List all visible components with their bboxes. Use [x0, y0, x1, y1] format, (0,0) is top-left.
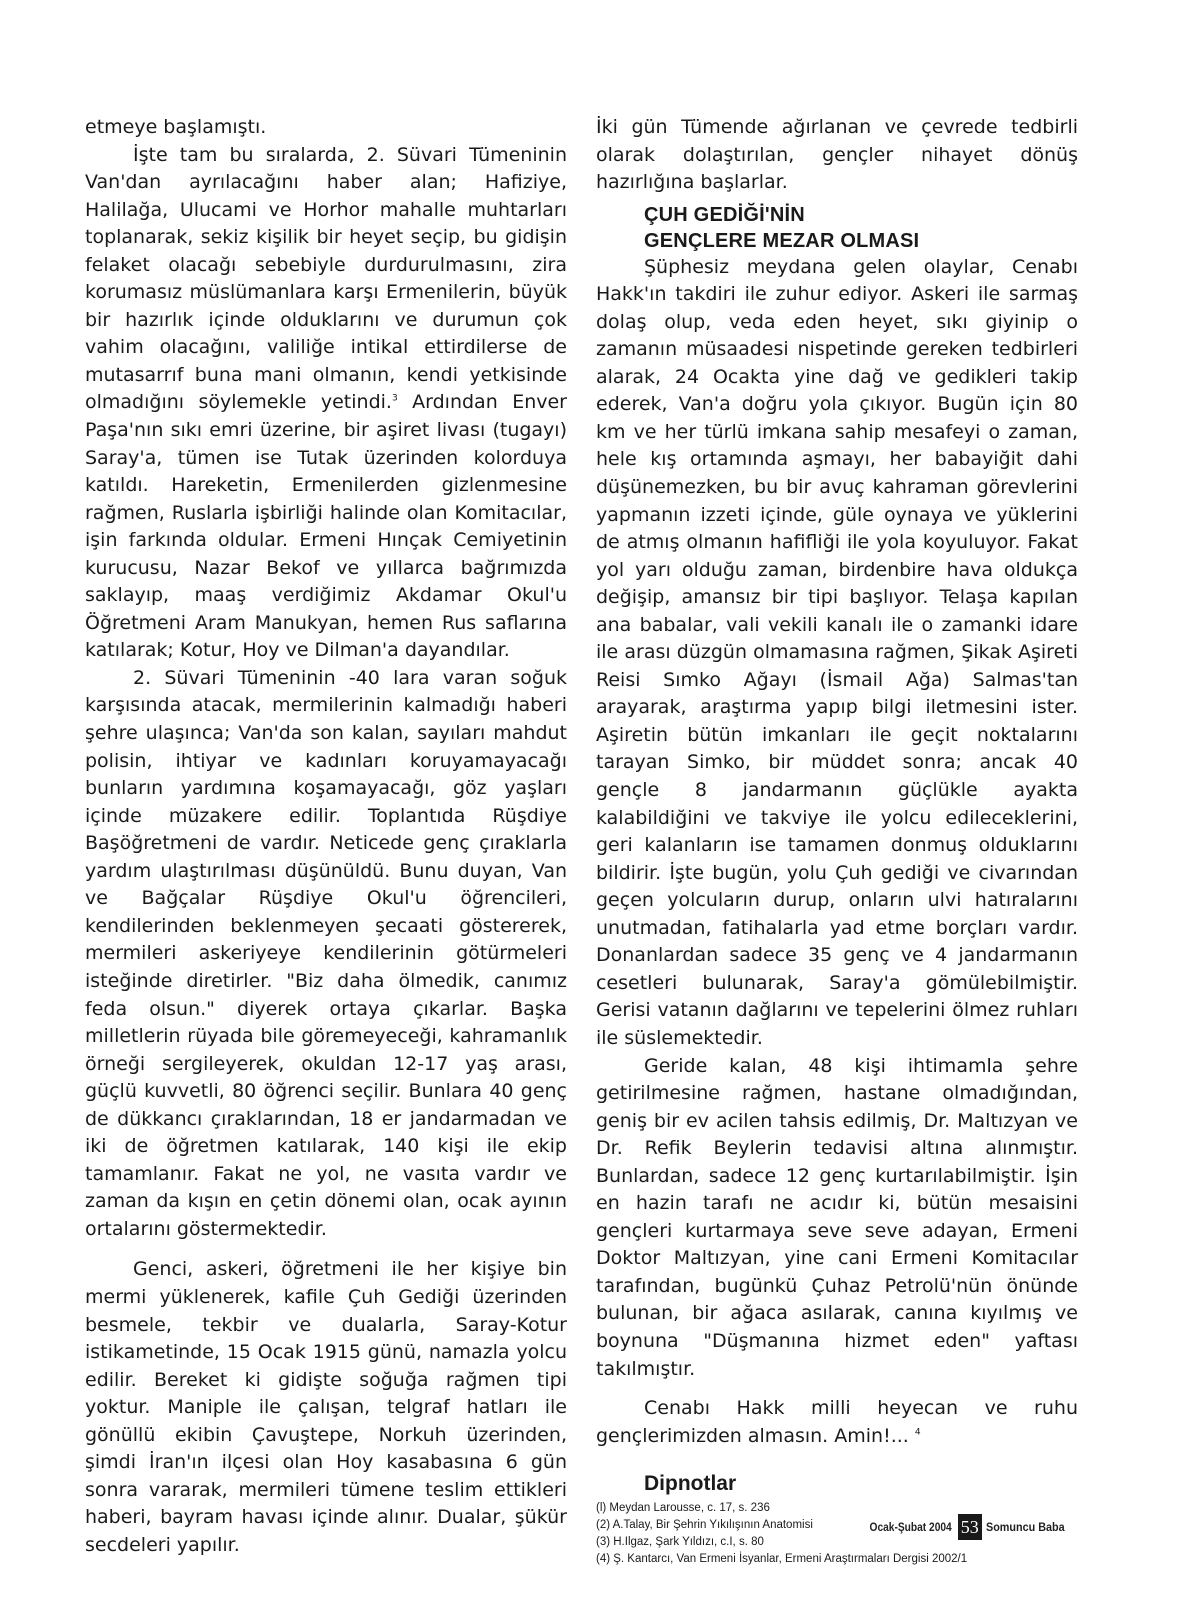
paragraph-text: Ardından Enver Paşa'nın sıkı emri üzerine, bir aşiret livası (tugayı) Saray'a, tümen ise Tutak üzerinden kolorduya katıldı. Hareketin, Ermenilerden gizlenmesine rağmen, Ruslarla işbirliği halinde olan Komitacılar, işin farkında oldular. Ermeni Hınçak Cemiyetinin kurucusu, Nazar Bekof ve yıllarca bağrımızda saklayıp, maaş verdiğimiz Akdamar Okul'u Öğretmeni Aram Manukyan, hemen Rus saflarına katılarak; Kotur, Hoy ve Dilman'a dayandılar. [85, 391, 567, 662]
paragraph: İki gün Tümende ağırlanan ve çevrede tedbirli olarak dolaştırılan, gençler nihayet dönüş hazırlığına başlarlar. [596, 116, 1078, 194]
footnote-item: (3) H.Ilgaz, Şark Yıldızı, c.I, s. 80 [596, 1536, 764, 1549]
paragraph: etmeye başlamıştı. [85, 116, 267, 138]
paragraph: Şüphesiz meydana gelen olaylar, Cenabı Hakk'ın takdiri ile zuhur ediyor. Askeri ile sarmaş dolaş olup, veda eden heyet, sıkı giyinip o zamanın müsaadesi nispetinde gereken tedbirleri alarak, 24 Ocakta yine dağ ve gedikleri takip ederek, Van'a doğru yola çıkıyor. Bugün için 80 km ve her türlü imkana sahip mesafeyi o zaman, hele kış ortamında aşmayı, her babayiğit dahi düşünemezken, bu bir avuç kahraman görevlerini yapmanın izzeti içinde, güle oynaya ve yüklerini de atmış olmanın hafifliği ile yola koyuluyor. Fakat yol yarı olduğu zaman, birdenbire hava oldukça değişip, amansız bir tipi başlıyor. Telaşa kapılan ana babalar, vali vekili kanalı ile o zamanki idare ile arası düzgün olmamasına rağmen, Şikak Aşireti Reisi Sımko Ağayı (İsmail Ağa) Salmas'tan arayarak, araştırma yapıp bilgi iletmesini ister. Aşiretin bütün imkanları ile geçit noktalarını tarayan Simko, bir müddet sonra; ancak 40 gençle 8 jandarmanın güçlükle ayakta kalabildiğini ve takviye ile yolcu edileceklerini, geri kalanların ise tamamen donmuş olduklarını bildirir. İşte bugün, yolu Çuh gediği ve civarından geçen yolcuların durup, onların ulvi hatıralarını unutmadan, fatihalarla yad etme borçları vardır. Donanlardan sadece 35 genç ve 4 jandarmanın cesetleri bulunarak, Saray'a gömülebilmiştir. Gerisi vatanın dağlarını ve tepelerini ölmez ruhları ile süslemektedir. [596, 255, 1078, 1049]
section-heading-line: GENÇLERE MEZAR OLMASI [644, 229, 920, 252]
issue-date: Ocak-Şubat 2004 [869, 1520, 952, 1534]
left-column [85, 114, 567, 1559]
section-heading [644, 202, 1078, 254]
paragraph: Geride kalan, 48 kişi ihtimamla şehre getirilmesine rağmen, hastane olmadığından, geniş bir ev acilen tahsis edilmiş, Dr. Maltızyan ve Dr. Refik Beylerin tedavisi altına alınmıştır. Bunlardan, sadece 12 genç kurtarılabilmiştir. İşin en hazin tarafı ne acıdır ki, bütün mesaisini gençleri kurtarmaya seve seve adayan, Ermeni Doktor Maltızyan, yine cani Ermeni Komitacılar tarafından, bugünkü Çuhaz Petrolü'nün önünde bulunan, bir ağaca asılarak, canına kıyılmış ve boynuna "Düşmanına hizmet eden" yaftası takılmıştır. [596, 1054, 1078, 1380]
footnote-item: (l) Meydan Larousse, c. 17, s. 236 [596, 1502, 770, 1515]
right-column [596, 114, 1078, 1568]
page-footer [855, 1513, 1073, 1541]
paragraph [596, 1395, 1078, 1450]
paragraph: Genci, askeri, öğretmeni ile her kişiye bin mermi yüklenerek, kafile Çuh Gediği üzerinden besmele, tekbir ve dualarla, Saray-Kotur istikametinde, 15 Ocak 1915 günü, namazla yolcu edilir. Bereket ki gidişte soğuğa rağmen tipi yoktur. Maniple ile çalışan, telgraf hatları ile gönüllü ekibin Çavuştepe, Norkuh üzerinden, şimdi İran'ın ilçesi olan Hoy kasabasına 6 gün sonra vararak, mermileri tümene teslim ettikleri haberi, bayram havası içinde alınır. Dualar, şükür secdeleri yapılır. [85, 1258, 567, 1556]
section-heading-line: ÇUH GEDİĞİ'NİN [644, 203, 805, 226]
page-number: 53 [958, 1514, 982, 1540]
magazine-name: Somuncu Baba [985, 1520, 1065, 1534]
footnote-ref[interactable]: 4 [914, 1427, 921, 1438]
footnote-item: (2) A.Talay, Bir Şehrin Yıkılışının Anatomisi [596, 1519, 813, 1532]
footnote-item: (4) Ş. Kantarcı, Van Ermeni İsyanlar, Ermeni Araştırmaları Dergisi 2002/1 [596, 1553, 968, 1566]
paragraph [85, 142, 567, 665]
paragraph-text: İşte tam bu sıralarda, 2. Süvari Tümeninin Van'dan ayrılacağını haber alan; Hafiziye, Halilağa, Ulucami ve Horhor mahalle muhtarları toplanarak, sekiz kişilik bir heyet seçip, bu gidişin felaket olacağı sebebiyle durdurulmasını, zira korumasız müslümanlara karşı Ermenilerin, büyük bir hazırlık içinde olduklarını ve durumun çok vahim olacağını, valiliğe intikal ettirdilerse de mutasarrıf buna mani olmanın, kendi yetkisinde olmadığını söylemekle yetindi. [85, 143, 567, 414]
paragraph-text: Cenabı Hakk milli heyecan ve ruhu gençlerimizden almasın. Amin!... [596, 1397, 1078, 1447]
footnote-ref[interactable]: 3 [391, 394, 398, 405]
footnotes-title: Dipnotlar [644, 1472, 737, 1496]
paragraph: 2. Süvari Tümeninin -40 lara varan soğuk karşısında atacak, mermilerinin kalmadığı haberi şehre ulaşınca; Van'da son kalan, sayıları mahdut polisin, ihtiyar ve kadınları koruyamayacağı bunların yardımına koşamayacağı, göz yaşları içinde müzakere edilir. Toplantıda Rüşdiye Başöğretmeni de vardır. Neticede genç çıraklarla yardım ulaştırılması düşünüldü. Bunu duyan, Van ve Bağçalar Rüşdiye Okul'u öğrencileri, kendilerinden beklenmeyen şecaati göstererek, mermileri askeriyeye kendilerinin götürmeleri isteğinde diretirler. "Biz daha ölmedik, canımız feda olsun." diyerek ortaya çıkarlar. Başka milletlerin rüyada bile göremeyeceği, kahramanlık örneği sergileyerek, okuldan 12-17 yaş arası, güçlü kuvvetli, 80 öğrenci seçilir. Bunlara 40 genç de dükkancı çıraklarından, 18 er jandarmadan ve iki de öğretmen katılarak, 140 kişi ile ekip tamamlanır. Fakat ne yol, ne vasıta vardır ve zaman da kışın en çetin dönemi olan, ocak ayının ortalarını göstermektedir. [85, 666, 567, 1240]
